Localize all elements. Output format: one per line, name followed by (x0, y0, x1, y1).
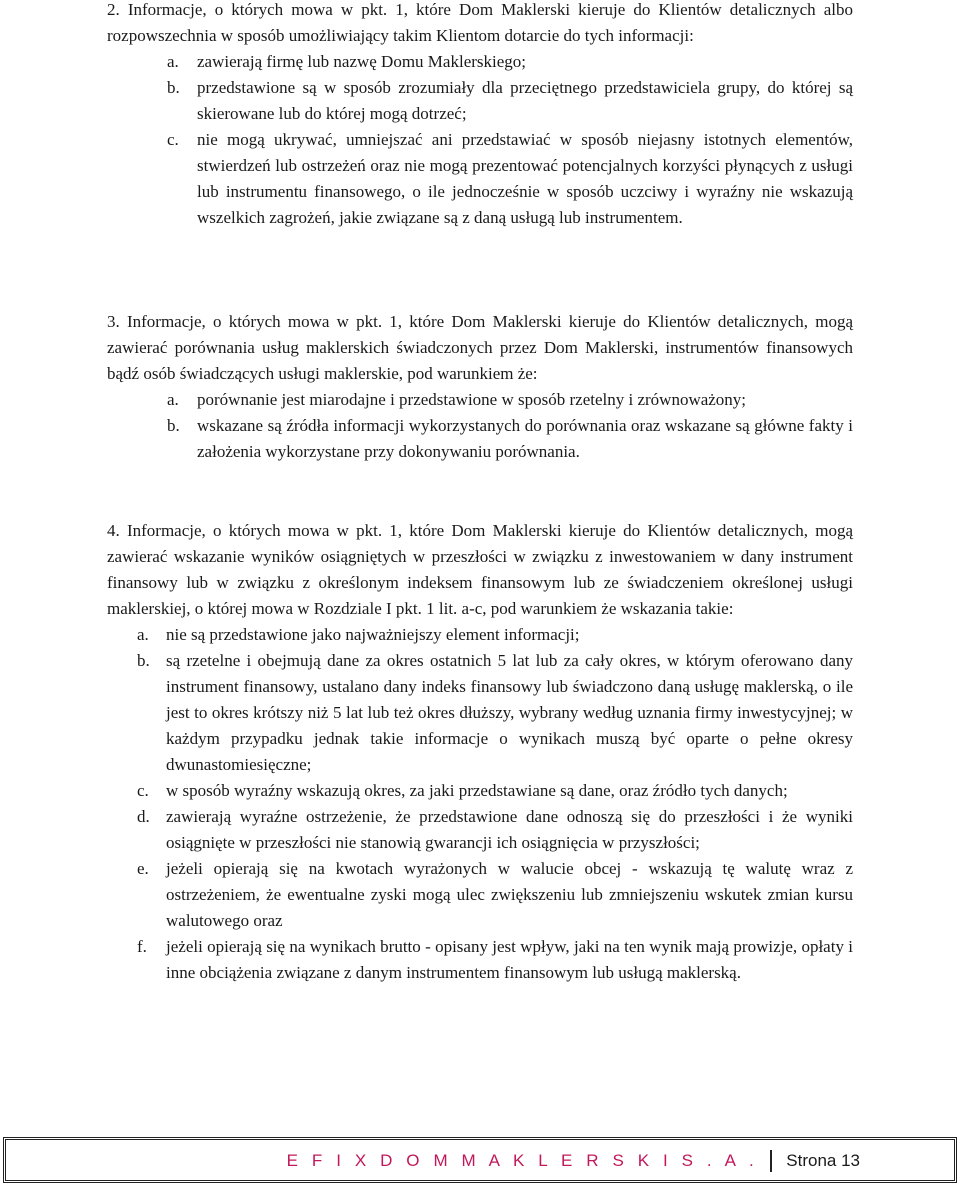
list-item-text: zawierają firmę lub nazwę Domu Maklerskiego; (197, 52, 527, 71)
list-item (137, 648, 853, 778)
list-item-label: b. (167, 78, 180, 97)
section-2-intro: 2. Informacje, o których mowa w pkt. 1, które Dom Maklerski kieruje do Klientów detalicznych albo rozpowszechnia w sposób umożliwiający takim Klientom dotarcie do tych informacji: (107, 0, 853, 45)
list-item-text: są rzetelne i obejmują dane za okres ostatnich 5 lat lub za cały okres, w którym oferowano dany instrument finansowy, ustalano dany indeks finansowy lub świadczono daną usługę maklerską, o ile jest to okres krótszy niż 5 lat lub też okres dłuższy, wybrany według uznania firmy inwestycyjnej; w każdym przypadku jednak takie informacje o wynikach muszą być oparte o pełne okresy dwunastomiesięczne; (166, 651, 853, 774)
list-item-text: w sposób wyraźny wskazują okres, za jaki przedstawiane są dane, oraz źródło tych danych; (166, 781, 788, 800)
footer-content (287, 1150, 954, 1172)
list-item (137, 856, 853, 934)
list-item-label: a. (137, 625, 149, 644)
footer-page-number: Strona 13 (786, 1151, 860, 1170)
list-item-text: wskazane są źródła informacji wykorzystanych do porównania oraz wskazane są główne fakty i założenia wykorzystane przy dokonywaniu porównania. (197, 416, 853, 461)
list-item-label: e. (137, 859, 149, 878)
list-item (137, 804, 853, 856)
section-3 (107, 309, 853, 465)
list-item (167, 75, 853, 127)
list-item-label: f. (137, 937, 147, 956)
list-item-text: jeżeli opierają się na kwotach wyrażonych w walucie obcej - wskazują tę walutę wraz z ostrzeżeniem, że ewentualne zyski mogą ulec zwiększeniu lub zmniejszeniu wskutek zmian kursu walutowego oraz (166, 859, 853, 930)
list-item-label: c. (167, 130, 179, 149)
list-item (167, 127, 853, 231)
list-item (167, 49, 853, 75)
list-item-label: d. (137, 807, 150, 826)
section-3-intro: 3. Informacje, o których mowa w pkt. 1, które Dom Maklerski kieruje do Klientów detalicznych, mogą zawierać porównania usług maklerskich świadczonych przez Dom Maklerski, instrumentów finansowych bądź osób świadczących usługi maklerskie, pod warunkiem że: (107, 312, 853, 383)
section-4 (107, 518, 853, 986)
page-footer (3, 1137, 957, 1183)
list-item-label: b. (137, 651, 150, 670)
list-item-label: a. (167, 390, 179, 409)
list-item-text: nie są przedstawione jako najważniejszy element informacji; (166, 625, 580, 644)
list-item-label: a. (167, 52, 179, 71)
list-item-text: nie mogą ukrywać, umniejszać ani przedstawiać w sposób niejasny istotnych elementów, stwierdzeń lub ostrzeżeń oraz nie mogą prezentować potencjalnych korzyści płynących z usługi lub instrumentu finansowego, o ile jednocześnie w sposób uczciwy i wyraźny nie wskazują wszelkich zagrożeń, jakie związane są z daną usługą lub instrumentem. (197, 130, 853, 227)
list-item (137, 622, 853, 648)
list-item-text: zawierają wyraźne ostrzeżenie, że przedstawione dane odnoszą się do przeszłości i że wyniki osiągnięte w przeszłości nie stanowią gwarancji ich osiągnięcia w przyszłości; (166, 807, 853, 852)
section-2 (107, 0, 853, 231)
footer-company-name: E F I X D O M M A K L E R S K I S . A . (286, 1151, 759, 1170)
list-item-label: c. (137, 781, 149, 800)
list-item (167, 387, 853, 413)
list-item (137, 934, 853, 986)
footer-divider (770, 1150, 772, 1172)
list-item-text: porównanie jest miarodajne i przedstawione w sposób rzetelny i zrównoważony; (197, 390, 747, 409)
list-item (167, 413, 853, 465)
list-item-label: b. (167, 416, 180, 435)
list-item-text: jeżeli opierają się na wynikach brutto - opisany jest wpływ, jaki na ten wynik mają prowizje, opłaty i inne obciążenia związane z danym instrumentem finansowym lub usługą maklerską. (166, 937, 853, 982)
section-4-intro: 4. Informacje, o których mowa w pkt. 1, które Dom Maklerski kieruje do Klientów detalicznych, mogą zawierać wskazanie wyników osiągniętych w przeszłości w związku z inwestowaniem w dany instrument finansowy lub w związku z określonym indeksem finansowym lub ze świadczeniem określonej usługi maklerskiej, o której mowa w Rozdziale I pkt. 1 lit. a-c, pod warunkiem że wskazania takie: (107, 521, 853, 618)
list-item-text: przedstawione są w sposób zrozumiały dla przeciętnego przedstawiciela grupy, do której są skierowane lub do której mogą dotrzeć; (197, 78, 853, 123)
list-item (137, 778, 853, 804)
